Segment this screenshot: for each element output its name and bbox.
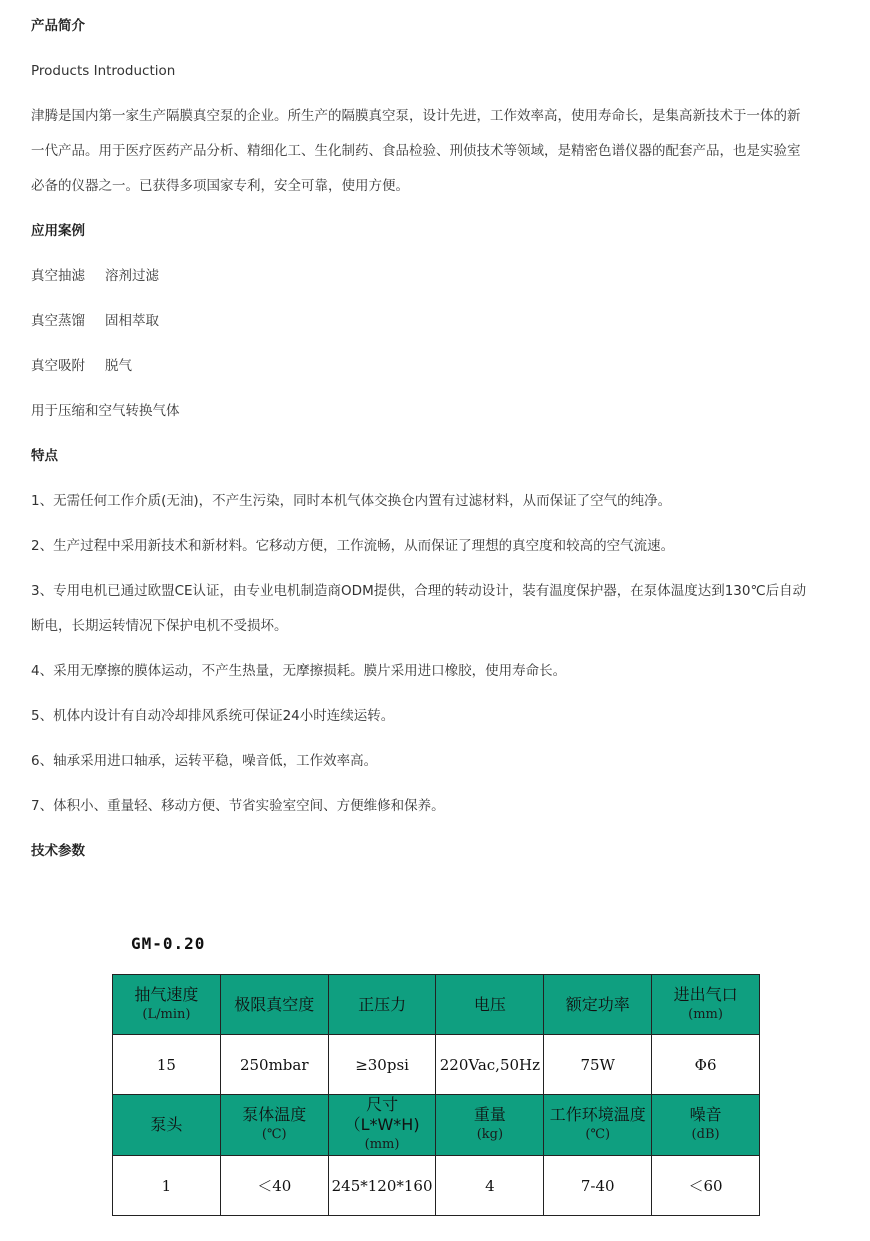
spec-header-row bbox=[113, 1095, 760, 1156]
feature-item: 4、采用无摩擦的膜体运动，不产生热量，无摩擦损耗。膜片采用进口橡胶，使用寿命长。 bbox=[31, 663, 567, 679]
spec-value-cell: 250mbar bbox=[220, 1035, 328, 1095]
spec-table bbox=[112, 974, 760, 1216]
spec-value-row bbox=[113, 1156, 760, 1216]
spec-header-cell: 尺寸（L*W*H) (mm) bbox=[328, 1095, 436, 1156]
spec-value-cell: ＜60 bbox=[652, 1156, 760, 1216]
feature-item: 5、机体内设计有自动冷却排风系统可保证24小时连续运转。 bbox=[31, 708, 395, 724]
application-item: 真空抽滤 bbox=[31, 268, 85, 284]
spec-header-row bbox=[113, 975, 760, 1035]
feature-item: 3、专用电机已通过欧盟CE认证，由专业电机制造商ODM提供，合理的转动设计，装有温度保护器，在泵体温度达到130℃后自动 bbox=[31, 583, 807, 599]
spec-header-cell: 进出气口 (mm) bbox=[652, 975, 760, 1035]
section-heading-applications: 应用案例 bbox=[31, 223, 85, 239]
feature-item: 2、生产过程中采用新技术和新材料。它移动方便，工作流畅，从而保证了理想的真空度和较高的空气流速。 bbox=[31, 538, 675, 554]
intro-paragraph-line: 津腾是国内第一家生产隔膜真空泵的企业。所生产的隔膜真空泵，设计先进，工作效率高，使用寿命长，是集高新技术于一体的新 bbox=[31, 108, 801, 124]
spec-header-cell: 额定功率 bbox=[544, 975, 652, 1035]
spec-header-cell: 泵头 bbox=[113, 1095, 221, 1156]
spec-header-cell: 工作环境温度 (℃) bbox=[544, 1095, 652, 1156]
spec-value-cell: Φ6 bbox=[652, 1035, 760, 1095]
intro-paragraph-line: 一代产品。用于医疗医药产品分析、精细化工、生化制药、食品检验、刑侦技术等领域，是精密色谱仪器的配套产品，也是实验室 bbox=[31, 143, 801, 159]
application-item: 真空吸附 bbox=[31, 358, 85, 374]
application-row bbox=[31, 311, 159, 331]
spec-value-cell: 15 bbox=[113, 1035, 221, 1095]
section-heading-specs: 技术参数 bbox=[31, 843, 85, 859]
spec-header-cell: 电压 bbox=[436, 975, 544, 1035]
spec-header-cell: 泵体温度 (℃) bbox=[220, 1095, 328, 1156]
spec-value-cell: 4 bbox=[436, 1156, 544, 1216]
intro-paragraph-line: 必备的仪器之一。已获得多项国家专利，安全可靠，使用方便。 bbox=[31, 178, 409, 194]
spec-value-cell: 220Vac,50Hz bbox=[436, 1035, 544, 1095]
feature-item: 7、体积小、重量轻、移动方便、节省实验室空间、方便维修和保养。 bbox=[31, 798, 445, 814]
spec-value-cell: 1 bbox=[113, 1156, 221, 1216]
spec-value-cell: 75W bbox=[544, 1035, 652, 1095]
spec-value-row bbox=[113, 1035, 760, 1095]
spec-value-cell: 245*120*160 bbox=[328, 1156, 436, 1216]
spec-header-cell: 正压力 bbox=[328, 975, 436, 1035]
application-item: 真空蒸馏 bbox=[31, 313, 85, 329]
application-row bbox=[31, 356, 132, 376]
spec-value-cell: ＜40 bbox=[220, 1156, 328, 1216]
application-item: 溶剂过滤 bbox=[105, 268, 159, 284]
application-extra: 用于压缩和空气转换气体 bbox=[31, 403, 180, 419]
spec-value-cell: 7-40 bbox=[544, 1156, 652, 1216]
section-heading-features: 特点 bbox=[31, 448, 58, 464]
model-label: GM-0.20 bbox=[131, 934, 206, 953]
feature-item: 1、无需任何工作介质(无油)，不产生污染，同时本机气体交换仓内置有过滤材料，从而保证了空气的纯净。 bbox=[31, 493, 672, 509]
application-item: 固相萃取 bbox=[105, 313, 159, 329]
spec-header-cell: 噪音 (dB) bbox=[652, 1095, 760, 1156]
application-item: 脱气 bbox=[105, 358, 132, 374]
spec-header-cell: 极限真空度 bbox=[220, 975, 328, 1035]
spec-header-cell: 抽气速度 (L/min) bbox=[113, 975, 221, 1035]
feature-item: 断电，长期运转情况下保护电机不受损坏。 bbox=[31, 618, 288, 634]
section-subheading-intro: Products Introduction bbox=[31, 63, 176, 79]
feature-item: 6、轴承采用进口轴承，运转平稳，噪音低，工作效率高。 bbox=[31, 753, 378, 769]
section-heading-intro: 产品简介 bbox=[31, 18, 85, 34]
application-row bbox=[31, 266, 159, 286]
spec-value-cell: ≥30psi bbox=[328, 1035, 436, 1095]
spec-header-cell: 重量 (kg) bbox=[436, 1095, 544, 1156]
